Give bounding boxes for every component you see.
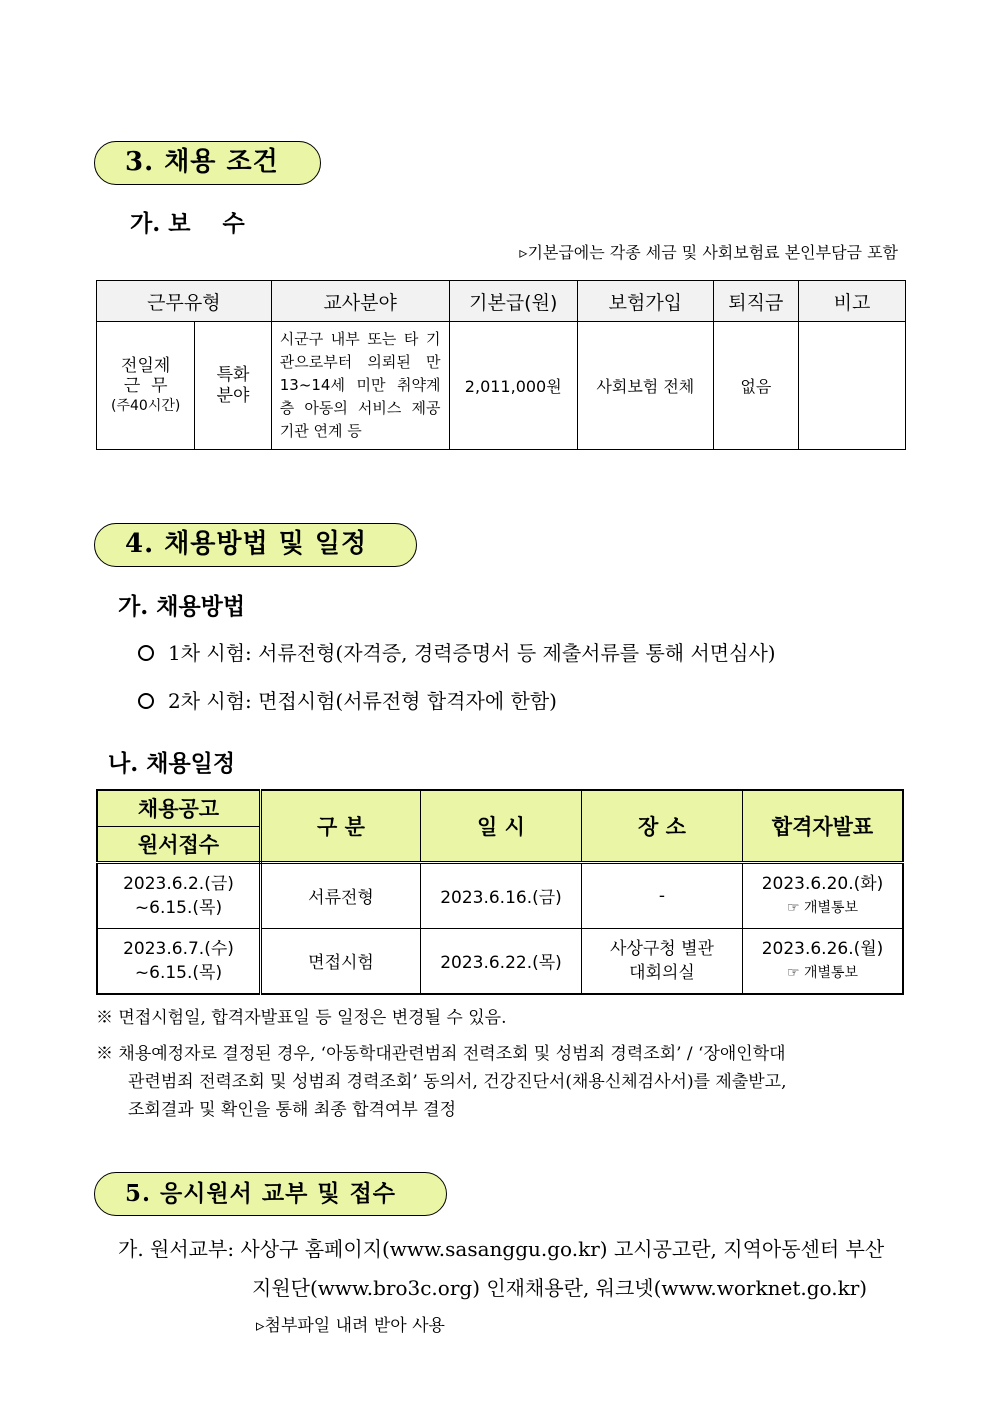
date-cell: 2023.6.16.(금) — [421, 862, 582, 928]
application-line-2: 지원단(www.bro3c.org) 인재채용란, 워크넷(www.worknet.go.kr) — [252, 1276, 868, 1300]
table-row — [97, 928, 903, 994]
section-5-heading — [94, 1172, 447, 1216]
section-4-heading — [94, 523, 417, 567]
header-salary: 기본급(원) — [449, 281, 577, 322]
place-cell — [582, 862, 743, 928]
period-end: ~6.15.(목) — [134, 962, 223, 983]
header-severance: 퇴직금 — [713, 281, 798, 322]
stage-cell: 서류전형 — [261, 862, 421, 928]
attachment-note: ▹첨부파일 내려 받아 사용 — [256, 1316, 445, 1336]
circle-bullet-icon — [138, 645, 154, 661]
work-type-line3: (주40시간) — [111, 397, 181, 414]
result-note: ☞ 개별통보 — [786, 964, 859, 981]
table-row — [97, 862, 903, 928]
work-type-cell — [97, 322, 195, 450]
header-place: 장 소 — [582, 790, 743, 862]
background-check-line3: 조회결과 및 확인을 통해 최종 합격여부 결정 — [128, 1100, 457, 1120]
circle-bullet-icon — [138, 693, 154, 709]
severance-value: 없음 — [713, 322, 798, 450]
method-1-text: 1차 시험: 서류전형(자격증, 경력증명서 등 제출서류를 통해 서면심사) — [168, 641, 776, 665]
method-item-2 — [138, 685, 557, 714]
place-cell — [582, 928, 743, 994]
header-field: 교사분야 — [271, 281, 449, 322]
place-line1: - — [658, 885, 666, 906]
schedule-table — [96, 789, 904, 995]
header-remark: 비고 — [798, 281, 905, 322]
salary-value: 2,011,000원 — [449, 322, 577, 450]
header-type: 구 분 — [261, 790, 421, 862]
result-date: 2023.6.20.(화) — [761, 873, 884, 894]
schedule-header-row-1 — [97, 790, 903, 826]
result-cell — [743, 928, 904, 994]
salary-table-header — [97, 281, 906, 322]
period-start: 2023.6.7.(수) — [123, 938, 234, 959]
header-work-type: 근무유형 — [97, 281, 272, 322]
salary-note: ▹기본급에는 각종 세금 및 사회보험료 본인부담금 포함 — [519, 243, 898, 262]
section-3-title: 3. 채용 조건 — [125, 147, 279, 177]
field-description: 시군구 내부 또는 타 기관으로부터 의뢰된 만 13~14세 미만 취약계층 아동의 서비스 제공 기관 연계 등 — [271, 322, 449, 450]
result-cell — [743, 862, 904, 928]
method-subheading: 가. 채용방법 — [118, 593, 246, 620]
field-cell: 특화 분야 — [195, 322, 271, 450]
method-2-text: 2차 시험: 면접시험(서류전형 합격자에 한함) — [168, 689, 557, 713]
salary-table — [96, 280, 906, 450]
section-3-heading — [94, 141, 321, 185]
insurance-value: 사회보험 전체 — [577, 322, 713, 450]
place-line2: 대회의실 — [629, 962, 695, 983]
header-receipt: 원서접수 — [97, 826, 261, 862]
section-5-title: 5. 응시원서 교부 및 접수 — [125, 1180, 397, 1207]
period-cell — [97, 928, 261, 994]
work-type-line2: 근 무 — [123, 375, 168, 396]
result-date: 2023.6.26.(월) — [761, 938, 884, 959]
work-type-line1: 전일제 — [121, 355, 171, 376]
period-cell — [97, 862, 261, 928]
background-check-line2: 관련범죄 전력조회 및 성범죄 경력조회’ 동의서, 건강진단서(채용신체검사서)를 제출받고, — [128, 1072, 787, 1092]
header-notice: 채용공고 — [97, 790, 261, 826]
table-row — [97, 322, 906, 450]
schedule-subheading: 나. 채용일정 — [108, 750, 236, 777]
period-end: ~6.15.(목) — [134, 897, 223, 918]
section-4-title: 4. 채용방법 및 일정 — [125, 529, 368, 559]
header-insurance: 보험가입 — [577, 281, 713, 322]
method-item-1 — [138, 637, 776, 666]
stage-cell: 면접시험 — [261, 928, 421, 994]
remark-value — [798, 322, 905, 450]
salary-subheading: 가. 보 수 — [130, 210, 245, 237]
place-line1: 사상구청 별관 — [610, 938, 714, 959]
header-result: 합격자발표 — [743, 790, 904, 862]
background-check-note — [96, 1040, 926, 1124]
result-note: ☞ 개별통보 — [786, 899, 859, 916]
header-date: 일 시 — [421, 790, 582, 862]
period-start: 2023.6.2.(금) — [123, 873, 234, 894]
background-check-line1: ※ 채용예정자로 결정된 경우, ‘아동학대관련범죄 전력조회 및 성범죄 경력조회’ / ‘장애인학대 — [96, 1044, 786, 1064]
date-cell: 2023.6.22.(목) — [421, 928, 582, 994]
application-line-1: 가. 원서교부: 사상구 홈페이지(www.sasanggu.go.kr) 고시공고란, 지역아동센터 부산 — [118, 1237, 885, 1261]
schedule-change-note: ※ 면접시험일, 합격자발표일 등 일정은 변경될 수 있음. — [96, 1008, 507, 1028]
